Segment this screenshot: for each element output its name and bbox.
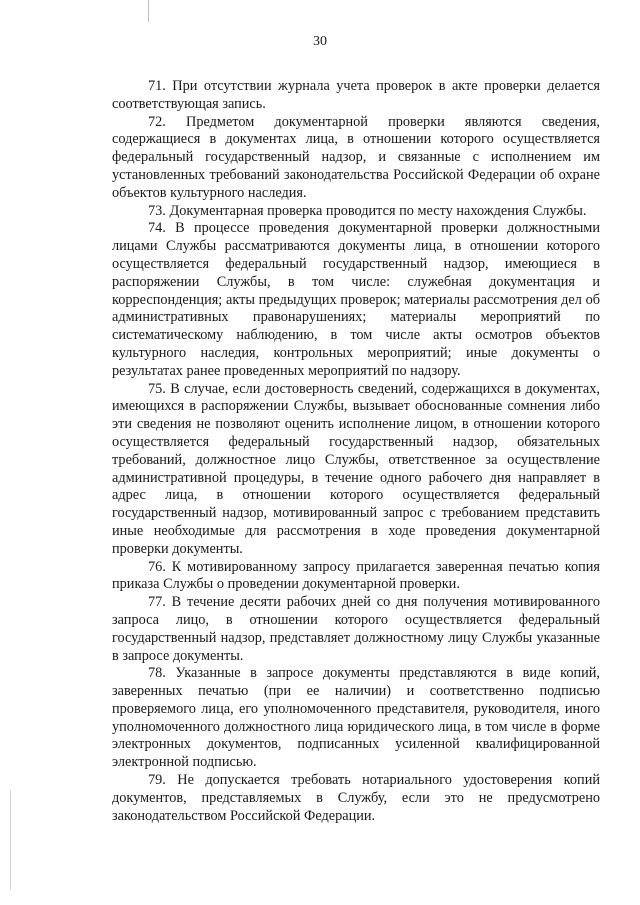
paragraph-75: 75. В случае, если достоверность сведений, содержащихся в документах, имеющихся в распоряжении Службы, вызывает обоснованные сомнения либо эти сведения не позволяют оценить исполнение лицом, в отношении которого осуществляется федеральный государственный надзор, обязательных требований, должностное лицо Службы, ответственное за осуществление административной процедуры, в течение одного рабочего дня направляет в адрес лица, в отношении которого осуществляется федеральный государственный надзор, мотивированный запрос с требованием представить иные необходимые для рассмотрения в ходе проведения документарной проверки документы.: [112, 380, 600, 557]
paragraph-73: 73. Документарная проверка проводится по месту нахождения Службы.: [148, 202, 587, 219]
paragraph-76: 76. К мотивированному запросу прилагается заверенная печатью копия приказа Службы о проведении документарной проверки.: [112, 558, 600, 593]
paragraph-79: 79. Не допускается требовать нотариального удостоверения копий документов, представляемых в Службу, если это не предусмотрено законодательством Российской Федерации.: [112, 772, 600, 824]
paragraph-77: 77. В течение десяти рабочих дней со дня получения мотивированного запроса лицо, в отношении которого осуществляется федеральный государственный надзор, представляет должностному лицу Службы указанные в запросе документы.: [112, 594, 600, 664]
scan-artifact-left-margin: [10, 790, 11, 890]
document-body: [112, 78, 600, 825]
paragraph-78: 78. Указанные в запросе документы представляются в виде копий, заверенных печатью (при ее наличии) и соответственно подписью проверяемого лица, его уполномоченного представителя, руководителя, иного уполномоченного должностного лица юридического лица, в том числе в форме электронных документов, подписанных усиленной квалифицированной электронной подписью.: [112, 665, 600, 771]
paragraph-72: 72. Предметом документарной проверки являются сведения, содержащиеся в документах лица, в отношении которого осуществляется федеральный государственный надзор, и связанные с исполнением им установленных требований законодательства Российской Федерации об охране объектов культурного наследия.: [112, 113, 600, 201]
paragraph-71: 71. При отсутствии журнала учета проверок в акте проверки делается соответствующая запись.: [112, 78, 600, 112]
page-number: 30: [313, 34, 327, 49]
scan-artifact-top: [148, 0, 149, 22]
paragraph-74: 74. В процессе проведения документарной проверки должностными лицами Службы рассматриваются документы лица, в отношении которого осуществляется федеральный государственный надзор, имеющиеся в распоряжении Службы, в том числе: служебная документация и корреспонденция; акты предыдущих проверок; материалы рассмотрения дел об административных правонарушениях; материалы мероприятий по систематическому наблюдению, в том числе акты осмотров объектов культурного наследия, контрольных мероприятий; иные документы о результатах ранее проведенных мероприятий по надзору.: [112, 220, 600, 379]
